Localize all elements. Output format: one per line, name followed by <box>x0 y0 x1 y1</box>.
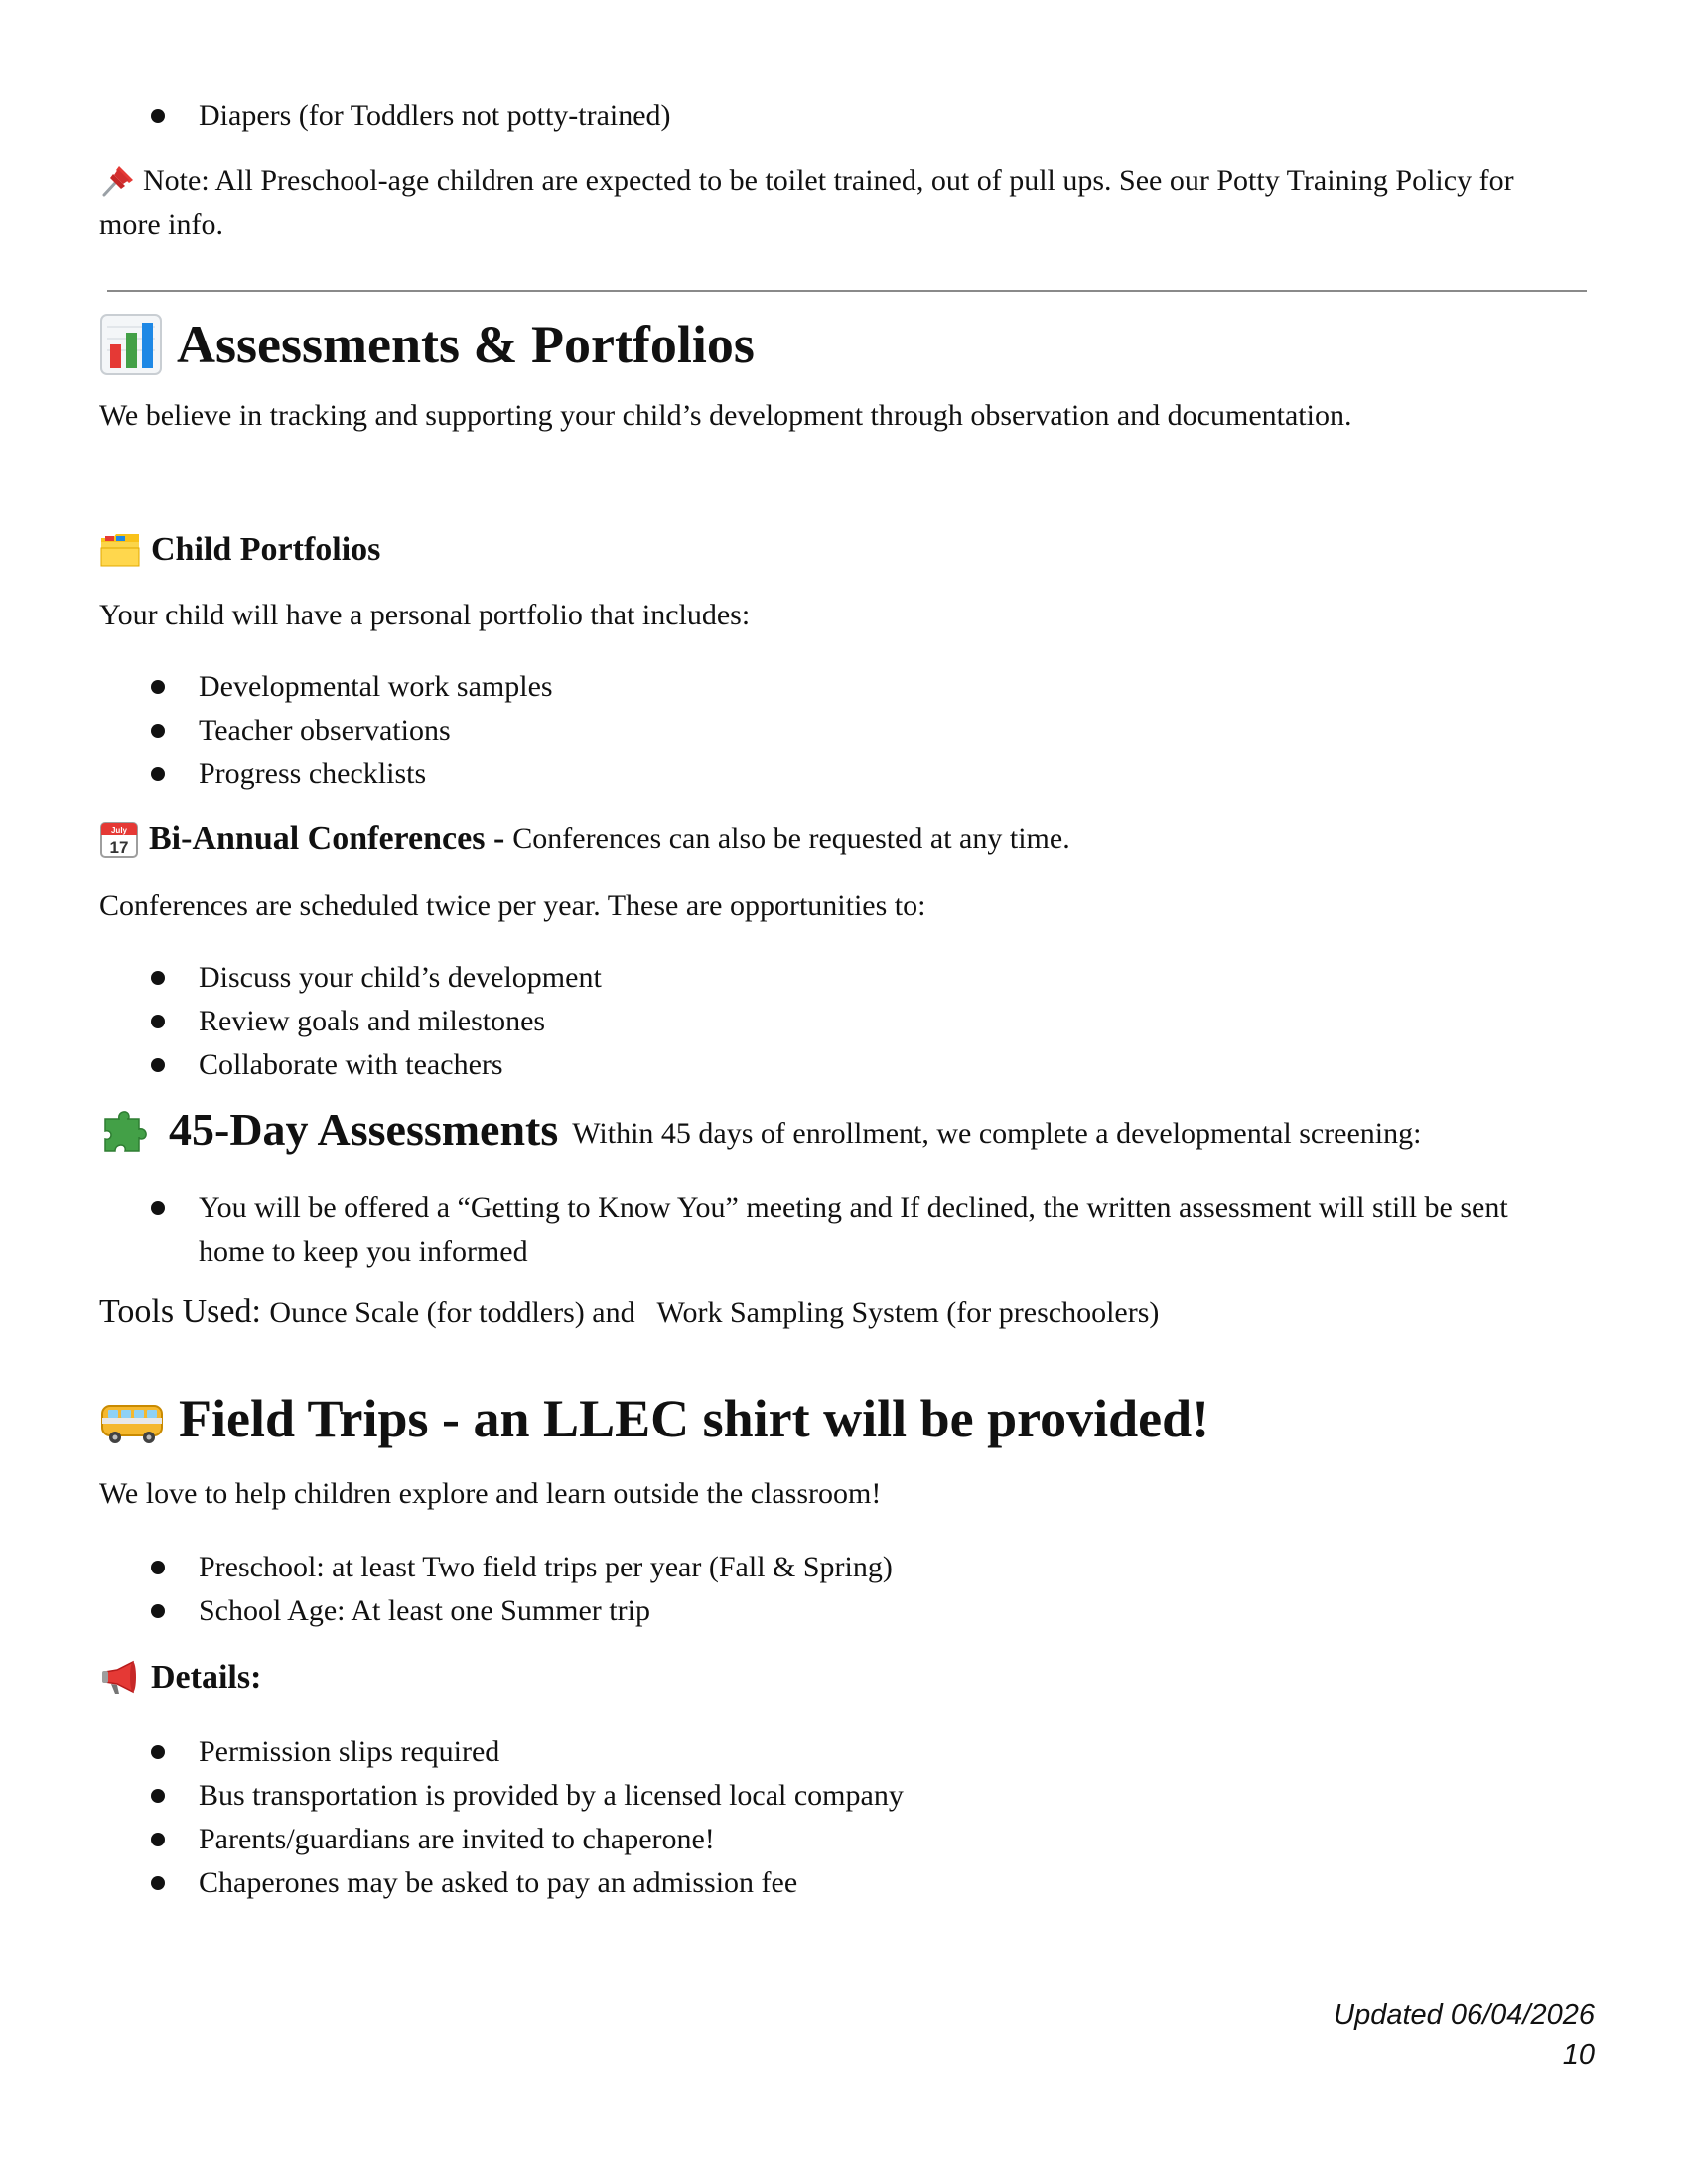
day45-items-list <box>99 1186 1589 1274</box>
page-number: 10 <box>1562 2039 1595 2071</box>
list-item-text: Discuss your child’s development <box>199 961 602 994</box>
calendar-day: 17 <box>109 838 129 857</box>
list-item <box>99 1818 1549 1861</box>
list-item-text: You will be offered a “Getting to Know You” meeting and If declined, the written assessment will still be sent home to keep you informed <box>199 1191 1508 1268</box>
section-divider <box>107 290 1587 292</box>
tools-used-line <box>99 1290 1589 1336</box>
note-text: Note: All Preschool-age children are expected to be toilet trained, out of pull ups. See our Potty Training Policy for more info. <box>99 164 1514 241</box>
bullet-icon <box>151 1058 165 1072</box>
calendar-icon <box>99 819 139 859</box>
list-item <box>99 665 1549 709</box>
details-heading <box>99 1655 1589 1701</box>
bullet-icon <box>151 1015 165 1028</box>
list-item <box>99 956 1549 1000</box>
list-item-text: School Age: At least one Summer trip <box>199 1594 650 1627</box>
bullet-icon <box>151 680 165 694</box>
bullet-icon <box>151 109 165 123</box>
bullet-icon <box>151 1833 165 1846</box>
bullet-icon <box>151 1876 165 1890</box>
field-trips-list <box>99 1546 1589 1633</box>
list-item-text: Diapers (for Toddlers not potty-trained) <box>199 99 671 132</box>
list-item <box>99 1774 1549 1818</box>
day45-title: 45-Day Assessments <box>169 1104 559 1155</box>
conferences-intro: Conferences are scheduled twice per year. These are opportunities to: <box>99 889 926 922</box>
list-item-text: Bus transportation is provided by a licensed local company <box>199 1779 904 1812</box>
list-item-text: Parents/guardians are invited to chaperone! <box>199 1823 715 1855</box>
list-item <box>99 1000 1549 1043</box>
diapers-list <box>99 94 1589 138</box>
bullet-icon <box>151 767 165 781</box>
list-item-text: Teacher observations <box>199 714 451 747</box>
bullet-icon <box>151 1561 165 1574</box>
list-item <box>99 1861 1549 1905</box>
details-list <box>99 1730 1589 1905</box>
list-item <box>99 94 1549 138</box>
tools-label: Tools Used: <box>99 1294 261 1330</box>
list-item-text: Review goals and milestones <box>199 1005 546 1037</box>
list-item <box>99 1186 1549 1274</box>
document-page <box>99 94 1589 1905</box>
conference-items-list <box>99 956 1589 1087</box>
list-item-text: Developmental work samples <box>199 670 553 703</box>
megaphone-icon <box>99 1658 141 1698</box>
portfolio-items-list <box>99 665 1589 796</box>
list-item-text: Progress checklists <box>199 757 427 790</box>
child-portfolios-heading <box>99 527 1589 573</box>
assessments-title: Assessments & Portfolios <box>177 315 755 374</box>
calendar-month: July <box>110 826 128 835</box>
tools-text: Ounce Scale (for toddlers) and Work Sampling System (for preschoolers) <box>269 1297 1160 1329</box>
bullet-icon <box>151 724 165 738</box>
field-trips-title: Field Trips - an LLEC shirt will be provided! <box>179 1389 1210 1448</box>
field-trips-heading <box>99 1384 1589 1453</box>
portfolios-intro: Your child will have a personal portfolio that includes: <box>99 599 751 631</box>
list-item-text: Chaperones may be asked to pay an admission fee <box>199 1866 798 1899</box>
card-index-dividers-icon <box>99 530 141 570</box>
field-trips-intro: We love to help children explore and learn outside the classroom! <box>99 1477 882 1510</box>
bullet-icon <box>151 1604 165 1618</box>
list-item <box>99 752 1549 796</box>
assessments-intro: We believe in tracking and supporting your child’s development through observation and documentation. <box>99 399 1352 432</box>
details-title: Details: <box>151 1659 262 1696</box>
list-item <box>99 709 1549 752</box>
updated-date: Updated 06/04/2026 <box>1334 1999 1595 2031</box>
puzzle-piece-icon <box>99 1103 155 1157</box>
list-item <box>99 1589 1549 1633</box>
list-item <box>99 1730 1549 1774</box>
child-portfolios-title: Child Portfolios <box>151 531 381 568</box>
page-footer <box>1334 1995 1595 2075</box>
potty-note <box>99 158 1569 247</box>
bullet-icon <box>151 971 165 985</box>
bar-chart-icon <box>99 313 163 376</box>
bullet-icon <box>151 1201 165 1215</box>
list-item-text: Preschool: at least Two field trips per year (Fall & Spring) <box>199 1551 893 1583</box>
bus-icon <box>99 1395 165 1442</box>
day45-heading <box>99 1099 1589 1160</box>
bullet-icon <box>151 1789 165 1803</box>
assessments-heading <box>99 310 1589 379</box>
list-item-text: Permission slips required <box>199 1735 500 1768</box>
conferences-title: Bi-Annual Conferences - <box>149 820 505 857</box>
conferences-heading <box>99 816 1589 862</box>
list-item <box>99 1546 1549 1589</box>
list-item <box>99 1043 1549 1087</box>
bullet-icon <box>151 1745 165 1759</box>
day45-title-rest: Within 45 days of enrollment, we complete a developmental screening: <box>572 1117 1422 1150</box>
pushpin-icon <box>99 162 137 196</box>
conferences-title-rest: Conferences can also be requested at any time. <box>512 822 1070 855</box>
list-item-text: Collaborate with teachers <box>199 1048 503 1081</box>
